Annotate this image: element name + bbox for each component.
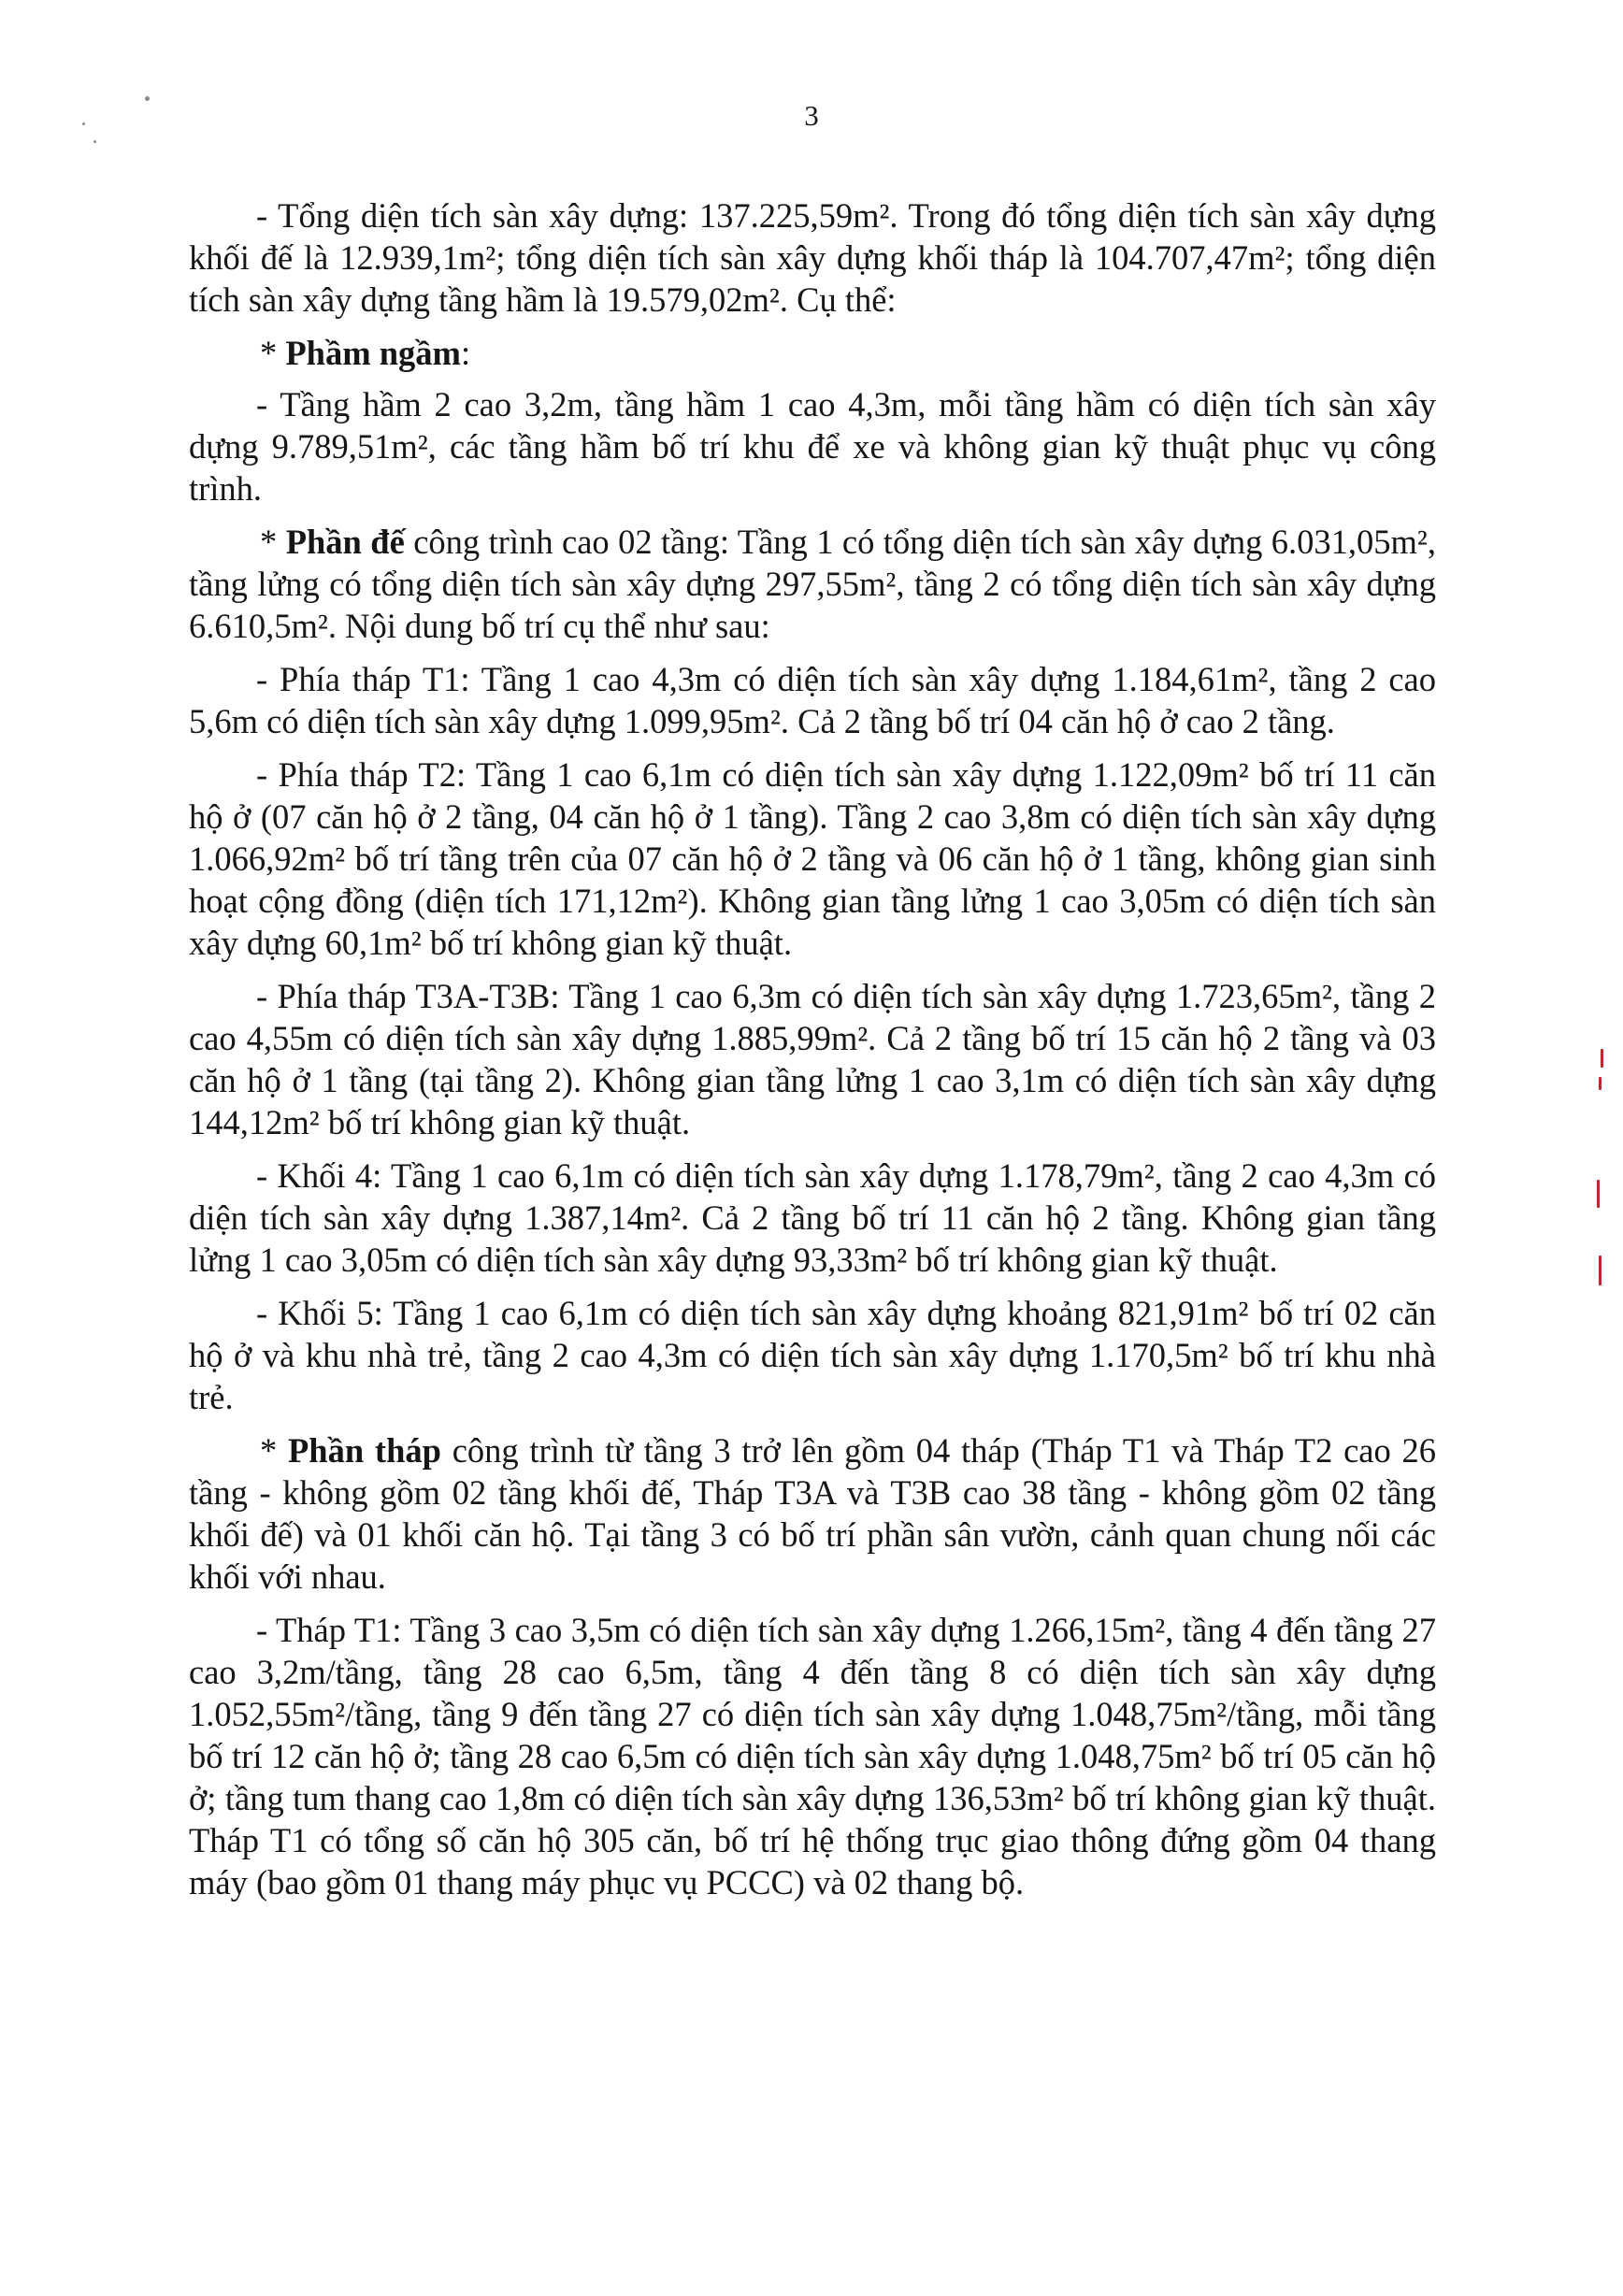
scan-speck [82,122,85,125]
paragraph-text: - Phía tháp T1: Tầng 1 cao 4,3m có diện tích sàn xây dựng 1.184,61m², tầng 2 cao 5,6m có diện tích sàn xây dựng 1.099,95m². Cả 2 tầng bố trí 04 căn hộ ở cao 2 tầng. [189,660,1436,740]
paragraph-tower-t2-side [189,753,1436,964]
bullet: * [260,334,286,372]
paragraph-total-floor-area [189,194,1436,321]
paragraph-text: - Phía tháp T2: Tầng 1 cao 6,1m có diện tích sàn xây dựng 1.122,09m² bố trí 11 căn hộ ở (07 căn hộ ở 2 tầng, 04 căn hộ ở 1 tầng). Tầng 2 cao 3,8m có diện tích sàn xây dựng 1.066,92m² bố trí tầng trên của 07 căn hộ ở 2 tầng và 06 căn hộ ở 1 tầng, không gian sinh hoạt cộng đồng (diện tích 171,12m²). Không gian tầng lửng 1 cao 3,05m có diện tích sàn xây dựng 60,1m² bố trí không gian kỹ thuật. [189,755,1436,962]
paragraph-tower-t1-side [189,658,1436,742]
paragraph-underground-heading [189,332,1436,374]
paragraph-text: - Tầng hầm 2 cao 3,2m, tầng hầm 1 cao 4,3m, mỗi tầng hầm có diện tích sàn xây dựng 9.789,51m², các tầng hầm bố trí khu để xe và không gian kỹ thuật phục vụ công trình. [189,385,1436,508]
paragraph-text: - Tổng diện tích sàn xây dựng: 137.225,59m². Trong đó tổng diện tích sàn xây dựng khối đế là 12.939,1m²; tổng diện tích sàn xây dựng khối tháp là 104.707,47m²; tổng diện tích sàn xây dựng tầng hầm là 19.579,02m². Cụ thể: [189,196,1436,319]
paragraph-text: - Tháp T1: Tầng 3 cao 3,5m có diện tích sàn xây dựng 1.266,15m², tầng 4 đến tầng 27 cao 3,2m/tầng, tầng 28 cao 6,5m, tầng 4 đến tầng 8 có diện tích sàn xây dựng 1.052,55m²/tầng, tầng 9 đến tầng 27 có diện tích sàn xây dựng 1.048,75m²/tầng, mỗi tầng bố trí 12 căn hộ ở; tầng 28 cao 6,5m có diện tích sàn xây dựng 1.048,75m² bố trí 05 căn hộ ở; tầng tum thang cao 1,8m có diện tích sàn xây dựng 136,53m² bố trí không gian kỹ thuật. Tháp T1 có tổng số căn hộ 305 căn, bố trí hệ thống trục giao thông đứng gồm 04 thang máy (bao gồm 01 thang máy phục vụ PCCC) và 02 thang bộ. [189,1611,1436,1901]
paragraph-block-4 [189,1155,1436,1281]
paragraph-text: : [460,334,471,372]
paragraph-podium [189,521,1436,647]
edge-mark [1599,1256,1601,1285]
scan-speck [145,96,150,101]
paragraph-tower-t3-side [189,975,1436,1143]
edge-mark [1601,1049,1603,1068]
paragraph-text: - Khối 5: Tầng 1 cao 6,1m có diện tích sàn xây dựng khoảng 821,91m² bố trí 02 căn hộ ở và khu nhà trẻ, tầng 2 cao 4,3m có diện tích sàn xây dựng 1.170,5m² bố trí khu nhà trẻ. [189,1294,1436,1416]
section-heading: Phầm ngầm [285,334,461,372]
paragraph-towers [189,1429,1436,1598]
edge-mark [1597,1180,1600,1208]
paragraph-basement [189,383,1436,509]
section-heading: Phần đế [285,523,405,561]
paragraph-block-5 [189,1292,1436,1418]
paragraph-text: công trình từ tầng 3 trở lên gồm 04 tháp (Tháp T1 và Tháp T2 cao 26 tầng - không gồm 02 tầng khối đế, Tháp T3A và T3B cao 38 tầng - không gồm 02 tầng khối đế) và 01 khối căn hộ. Tại tầng 3 có bố trí phần sân vườn, cảnh quan chung nối các khối với nhau. [189,1431,1437,1596]
paragraph-tower-t1 [189,1609,1436,1903]
paragraph-text: công trình cao 02 tầng: Tầng 1 có tổng diện tích sàn xây dựng 6.031,05m², tầng lửng có tổng diện tích sàn xây dựng 297,55m², tầng 2 có tổng diện tích sàn xây dựng 6.610,5m². Nội dung bố trí cụ thể như sau: [189,523,1437,645]
paragraph-text: - Phía tháp T3A-T3B: Tầng 1 cao 6,3m có diện tích sàn xây dựng 1.723,65m², tầng 2 cao 4,55m có diện tích sàn xây dựng 1.885,99m². Cả 2 tầng bố trí 15 căn hộ 2 tầng và 03 căn hộ ở 1 tầng (tại tầng 2). Không gian tầng lửng 1 cao 3,1m có diện tích sàn xây dựng 144,12m² bố trí không gian kỹ thuật. [189,977,1436,1141]
scan-speck [93,140,96,143]
bullet: * [260,1431,289,1470]
section-heading: Phần tháp [288,1431,441,1470]
bullet: * [260,523,286,561]
paragraph-text: - Khối 4: Tầng 1 cao 6,1m có diện tích sàn xây dựng 1.178,79m², tầng 2 cao 4,3m có diện tích sàn xây dựng 1.387,14m². Cả 2 tầng bố trí 11 căn hộ 2 tầng. Không gian tầng lửng 1 cao 3,05m có diện tích sàn xây dựng 93,33m² bố trí không gian kỹ thuật. [189,1156,1436,1279]
document-body [189,194,1436,1915]
page-number: 3 [804,99,819,132]
edge-mark [1599,1077,1601,1090]
